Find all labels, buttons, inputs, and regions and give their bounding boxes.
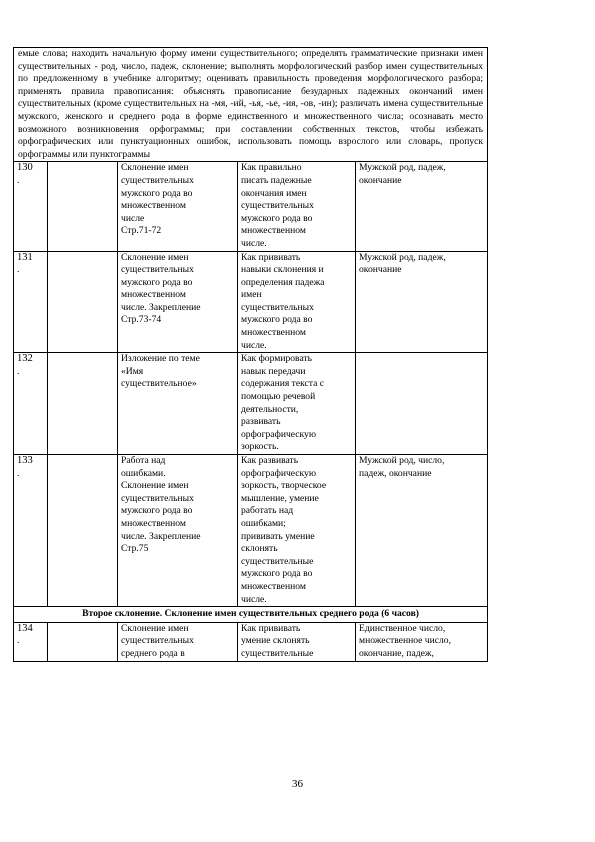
intro-row [14,48,488,162]
lesson-topic-text: Работа над ошибками. Склонение имен существительных мужского рода во множественном числе. Закрепление Стр.75 [121,455,201,555]
lesson-number-cell [14,162,48,251]
lesson-terms-text: Единственное число, множественное число, окончание, падеж, [359,622,451,659]
lesson-row [14,353,488,455]
lesson-topic-cell [118,353,238,455]
lesson-terms-cell [356,353,488,455]
lesson-skills-cell [238,162,356,251]
lesson-topic-text: Склонение имен существительных мужского рода во множественном числе Стр.71-72 [121,162,194,237]
lesson-terms-cell [356,455,488,607]
lesson-skills-text: Как прививать умение склонять существительные [241,622,314,659]
lesson-topic-text: Склонение имен существительных среднего рода в [121,622,194,659]
lesson-skills-cell [238,251,356,353]
lesson-terms-text: Мужской род, падеж, окончание [359,251,446,276]
lesson-number: 133 [17,455,33,466]
lesson-date-cell [48,162,118,251]
lesson-number-cell [14,251,48,353]
lesson-number-cell [14,455,48,607]
lesson-row [14,622,488,661]
lesson-terms-cell [356,251,488,353]
lesson-skills-text: Как развивать орфографическую зоркость, творческое мышление, умение работать над ошибками; прививать умение склонять существительные мужского рода во множественном числе. [241,455,327,605]
document-page [13,47,487,662]
lesson-topic-cell [118,251,238,353]
lesson-skills-text: Как формировать навык передачи содержания текста с помощью речевой деятельности, развивать орфографическую зоркость. [241,353,325,453]
lesson-row [14,455,488,607]
lesson-number-dot: . [17,174,20,186]
lesson-date-cell [48,622,118,661]
lesson-number-cell [14,353,48,455]
lesson-number-dot: . [17,365,20,377]
lesson-date-cell [48,455,118,607]
lesson-number: 132 [17,353,33,365]
lesson-skills-cell [238,622,356,661]
lesson-skills-text: Как прививать навыки склонения и определения падежа имен существительных мужского рода во множественном числе. [241,251,325,351]
lesson-terms-cell [356,162,488,251]
lesson-number: 131 [17,251,33,263]
lesson-date-cell [48,353,118,455]
lesson-plan-table [13,47,488,662]
lesson-topic-text: Склонение имен существительных мужского рода во множественном числе. Закрепление Стр.73-74 [121,251,201,326]
page-number: 36 [292,778,303,790]
lesson-date-cell [48,251,118,353]
lesson-number-dot: . [17,264,20,276]
lesson-row [14,162,488,251]
lesson-number: 134 [17,622,33,634]
intro-cell: емые слова; находить начальную форму имени существительного; определять грамматические признаки имен существительных - род, число, падеж, склонение; выполнять морфологический разбор имен существительных по предложенному в учебнике алгоритму; оценивать правильность проведения морфологического разбора; применять правила правописания: объяснять правописание безударных падежных окончаний имен существительных (кроме существительных на -мя, -ий, -ья, -ье, -ия, -ов, -ин); различать имена существительные мужского, женского и среднего рода в форме единственного и множественного числа; осознавать место возможного возникновения орфограммы; при составлении собственных текстов, чтобы избежать орфографических или пунктуационных ошибок, использовать помощь взрослого или словарь, пропуск орфограммы или пунктограммы [14,48,488,162]
section-heading-row [14,607,488,623]
lesson-topic-cell [118,622,238,661]
lesson-skills-text: Как правильно писать падежные окончания имен существительных мужского рода во множественном числе. [241,162,314,249]
lesson-topic-cell [118,162,238,251]
lesson-terms-text: Мужской род, число, падеж, окончание [359,455,445,479]
lesson-skills-cell [238,455,356,607]
section-heading: Второе склонение. Склонение имен существительных среднего рода (6 часов) [14,607,488,623]
lesson-terms-cell [356,622,488,661]
lesson-number-dot: . [17,635,20,647]
lesson-number: 130 [17,162,33,174]
lesson-row [14,251,488,353]
lesson-number-cell [14,622,48,661]
lesson-topic-cell [118,455,238,607]
lesson-topic-text: Изложение по теме «Имя существительное» [121,353,200,390]
lesson-number-dot: . [17,467,20,479]
lesson-terms-text: Мужской род, падеж, окончание [359,162,446,186]
lesson-skills-cell [238,353,356,455]
